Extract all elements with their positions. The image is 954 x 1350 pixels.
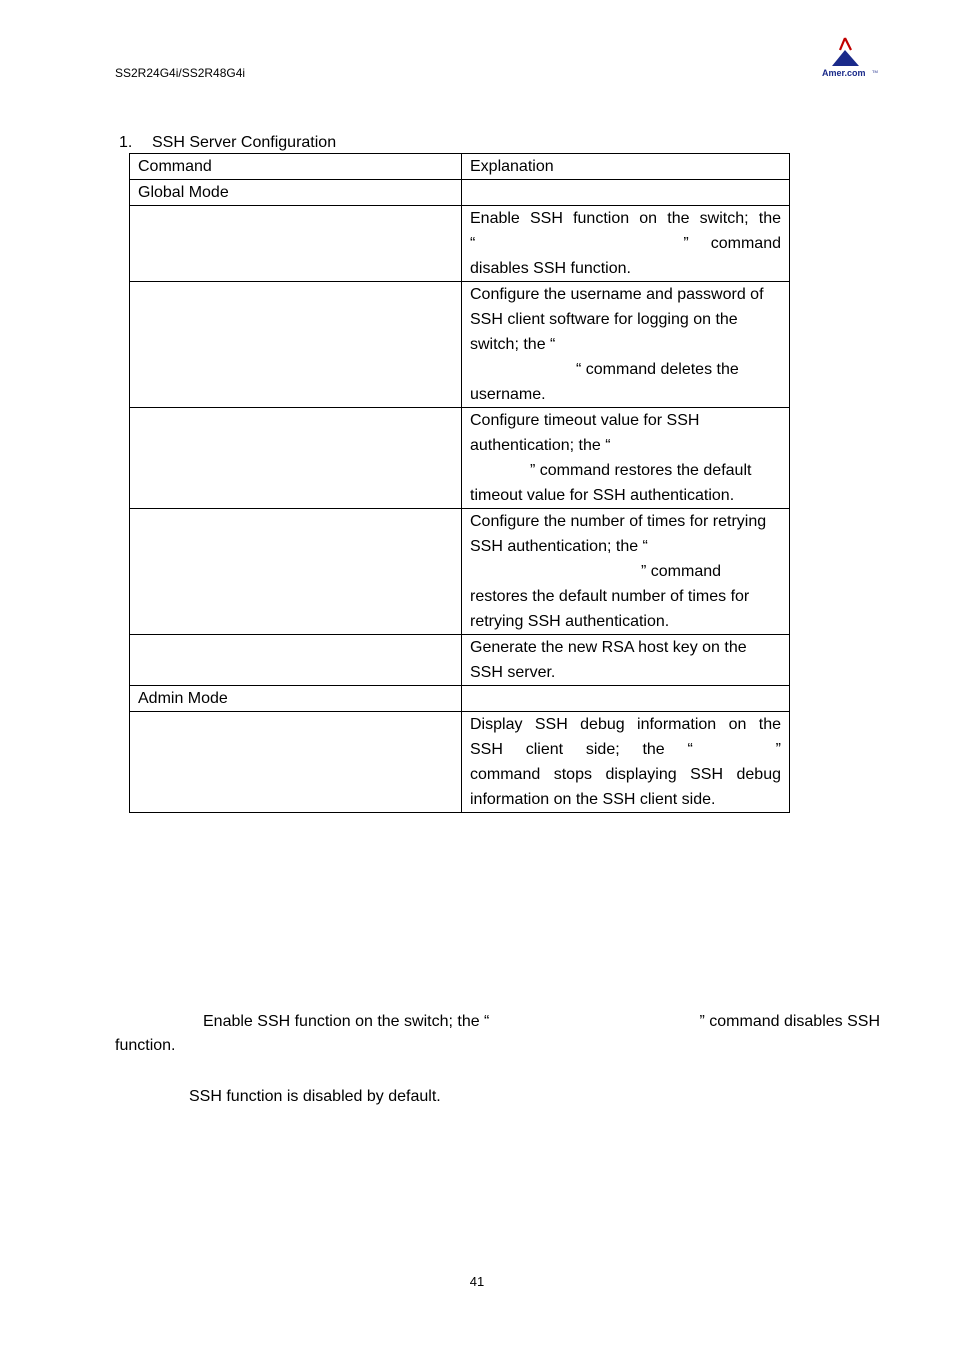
table-row xyxy=(130,712,790,813)
explanation-cell: Display SSH debug information on the SSH client side; the “ ” command stops displaying SSH debug information on the SSH client side. xyxy=(462,712,790,813)
description-line-1a: Enable SSH function on the switch; the “ xyxy=(203,1013,490,1030)
command-cell xyxy=(130,206,462,282)
document-model-header: SS2R24G4i/SS2R48G4i xyxy=(115,66,246,80)
global-mode-row xyxy=(130,180,790,206)
explanation-cell: Enable SSH function on the switch; the “ ” command disables SSH function. xyxy=(462,206,790,282)
command-cell xyxy=(130,282,462,408)
logo-trademark: TM xyxy=(872,69,878,74)
page-number: 41 xyxy=(469,1274,485,1289)
header-command: Command xyxy=(130,154,462,180)
explanation-cell: Generate the new RSA host key on the SSH server. xyxy=(462,635,790,686)
logo-text: Amer.com xyxy=(822,68,866,78)
header-explanation: Explanation xyxy=(462,154,790,180)
amer-logo xyxy=(818,36,878,82)
section-number: 1. xyxy=(119,134,133,151)
table-row xyxy=(130,408,790,509)
table-row xyxy=(130,206,790,282)
explanation-cell: Configure timeout value for SSH authentication; the “ ” command restores the default timeout value for SSH authentication. xyxy=(462,408,790,509)
table-row xyxy=(130,509,790,635)
empty-cell xyxy=(462,180,790,206)
table-header-row xyxy=(130,154,790,180)
explanation-cell: Configure the number of times for retrying SSH authentication; the “ ” command restores the default number of times for retrying SSH authentication. xyxy=(462,509,790,635)
section-heading xyxy=(119,134,336,152)
command-cell xyxy=(130,635,462,686)
ssh-command-table xyxy=(129,153,790,813)
command-cell xyxy=(130,408,462,509)
command-cell xyxy=(130,712,462,813)
section-title: SSH Server Configuration xyxy=(152,134,337,151)
default-text: SSH function is disabled by default. xyxy=(189,1088,441,1105)
description-line-2: function. xyxy=(115,1037,176,1054)
logo-peak-icon xyxy=(840,38,851,50)
admin-mode-label: Admin Mode xyxy=(130,686,462,712)
command-cell xyxy=(130,509,462,635)
admin-mode-row xyxy=(130,686,790,712)
description-line-1b: ” command disables SSH xyxy=(699,1013,880,1030)
global-mode-label: Global Mode xyxy=(130,180,462,206)
table-row xyxy=(130,282,790,408)
empty-cell xyxy=(462,686,790,712)
logo-triangle-icon xyxy=(832,50,859,66)
table-row xyxy=(130,635,790,686)
explanation-cell: Configure the username and password of SSH client software for logging on the switch; the “ “ command deletes the username. xyxy=(462,282,790,408)
